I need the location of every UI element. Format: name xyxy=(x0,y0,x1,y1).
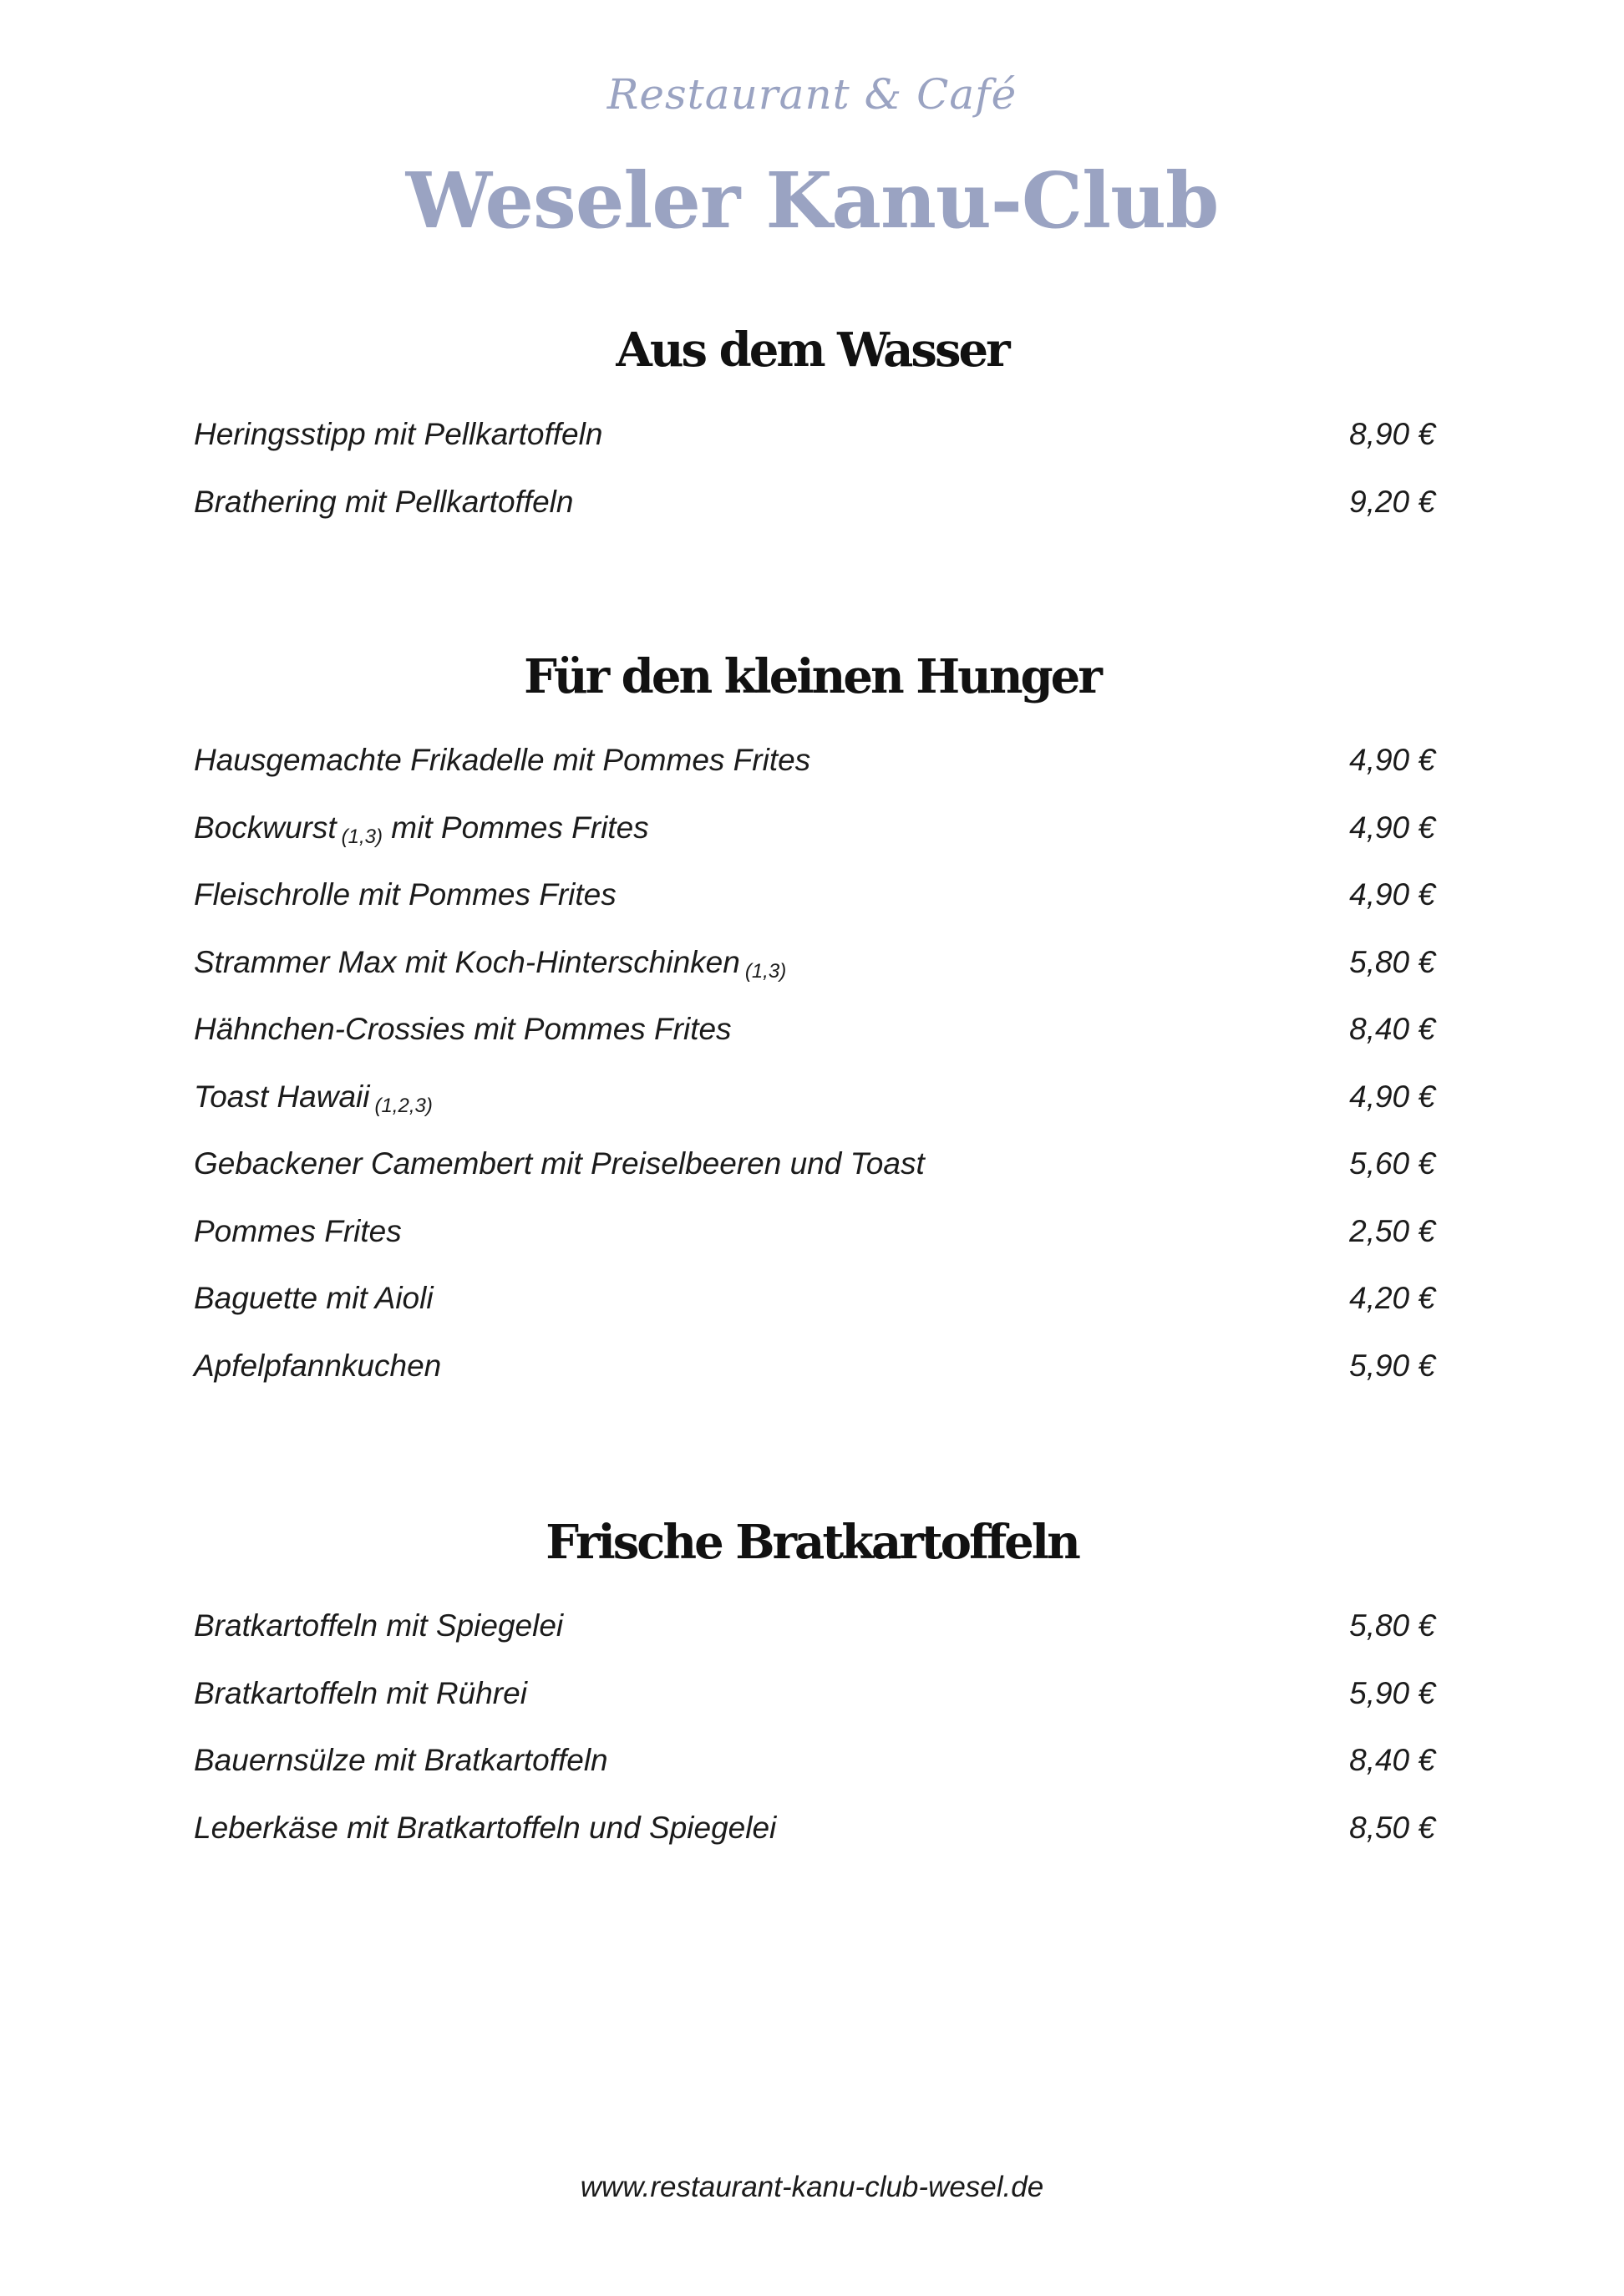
item-name: Gebackener Camembert mit Preiselbeeren und Toast xyxy=(194,1146,925,1181)
section-title-aus-dem-wasser: Aus dem Wasser xyxy=(616,323,1008,378)
item-price: 4,90 € xyxy=(1349,810,1435,845)
item-name: Strammer Max mit Koch-Hinterschinken (1,3) xyxy=(194,944,787,983)
menu-item xyxy=(194,1609,1435,1677)
item-price: 8,90 € xyxy=(1349,417,1435,451)
item-price: 5,80 € xyxy=(1349,944,1435,979)
item-price: 4,90 € xyxy=(1349,743,1435,777)
item-name: Hähnchen-Crossies mit Pommes Frites xyxy=(194,1012,732,1046)
item-name-continuation: mit Pommes Frites xyxy=(391,810,649,845)
item-name: Heringsstipp mit Pellkartoffeln xyxy=(194,417,603,451)
menu-item xyxy=(194,1080,1435,1148)
restaurant-subtitle: Restaurant & Café xyxy=(606,70,1018,119)
item-price: 5,60 € xyxy=(1349,1146,1435,1181)
item-name: Pommes Frites xyxy=(194,1213,402,1248)
item-price: 2,50 € xyxy=(1349,1213,1435,1248)
menu-item xyxy=(194,1282,1435,1349)
menu-item xyxy=(194,1677,1435,1745)
additive-note: (1,2,3) xyxy=(374,1094,433,1117)
item-price: 5,80 € xyxy=(1349,1608,1435,1643)
menu-item xyxy=(194,418,1435,485)
item-price: 4,90 € xyxy=(1349,877,1435,912)
menu-item xyxy=(194,1811,1435,1879)
item-name: Toast Hawaii (1,2,3) xyxy=(194,1079,433,1117)
menu-item xyxy=(194,485,1435,553)
menu-item xyxy=(194,1013,1435,1080)
menu-list-aus-dem-wasser xyxy=(194,418,1435,552)
section-title-fuer-den-kleinen-hunger: Für den kleinen Hunger xyxy=(524,649,1100,704)
menu-list-fuer-den-kleinen-hunger xyxy=(194,744,1435,1416)
item-name: Apfelpfannkuchen xyxy=(194,1348,442,1383)
menu-item xyxy=(194,878,1435,946)
restaurant-name: Weseler Kanu-Club xyxy=(405,155,1219,246)
menu-list-frische-bratkartoffeln xyxy=(194,1609,1435,1878)
menu-item xyxy=(194,1215,1435,1283)
additive-note: (1,3) xyxy=(341,825,383,848)
item-price: 8,50 € xyxy=(1349,1810,1435,1845)
item-price: 4,90 € xyxy=(1349,1079,1435,1114)
item-price: 8,40 € xyxy=(1349,1012,1435,1046)
item-name: Bockwurst (1,3) mit Pommes Frites xyxy=(194,810,649,848)
item-name: Baguette mit Aioli xyxy=(194,1281,434,1315)
item-price: 5,90 € xyxy=(1349,1348,1435,1383)
website-url: www.restaurant-kanu-club-wesel.de xyxy=(580,2171,1044,2203)
item-price: 5,90 € xyxy=(1349,1675,1435,1710)
menu-item xyxy=(194,946,1435,1013)
item-price: 8,40 € xyxy=(1349,1743,1435,1777)
menu-item xyxy=(194,811,1435,879)
item-price: 9,20 € xyxy=(1349,484,1435,519)
menu-item xyxy=(194,1147,1435,1215)
menu-item xyxy=(194,744,1435,811)
item-name: Fleischrolle mit Pommes Frites xyxy=(194,877,617,912)
item-price: 4,20 € xyxy=(1349,1281,1435,1315)
item-name: Bratkartoffeln mit Spiegelei xyxy=(194,1608,564,1643)
additive-note: (1,3) xyxy=(744,959,787,983)
item-name: Bauernsülze mit Bratkartoffeln xyxy=(194,1743,608,1777)
menu-item xyxy=(194,1744,1435,1811)
item-name: Bratkartoffeln mit Rührei xyxy=(194,1675,527,1710)
menu-item xyxy=(194,1349,1435,1417)
item-name: Hausgemachte Frikadelle mit Pommes Frites xyxy=(194,743,811,777)
item-name: Brathering mit Pellkartoffeln xyxy=(194,484,574,519)
section-title-frische-bratkartoffeln: Frische Bratkartoffeln xyxy=(546,1515,1078,1570)
item-name: Leberkäse mit Bratkartoffeln und Spiegelei xyxy=(194,1810,777,1845)
